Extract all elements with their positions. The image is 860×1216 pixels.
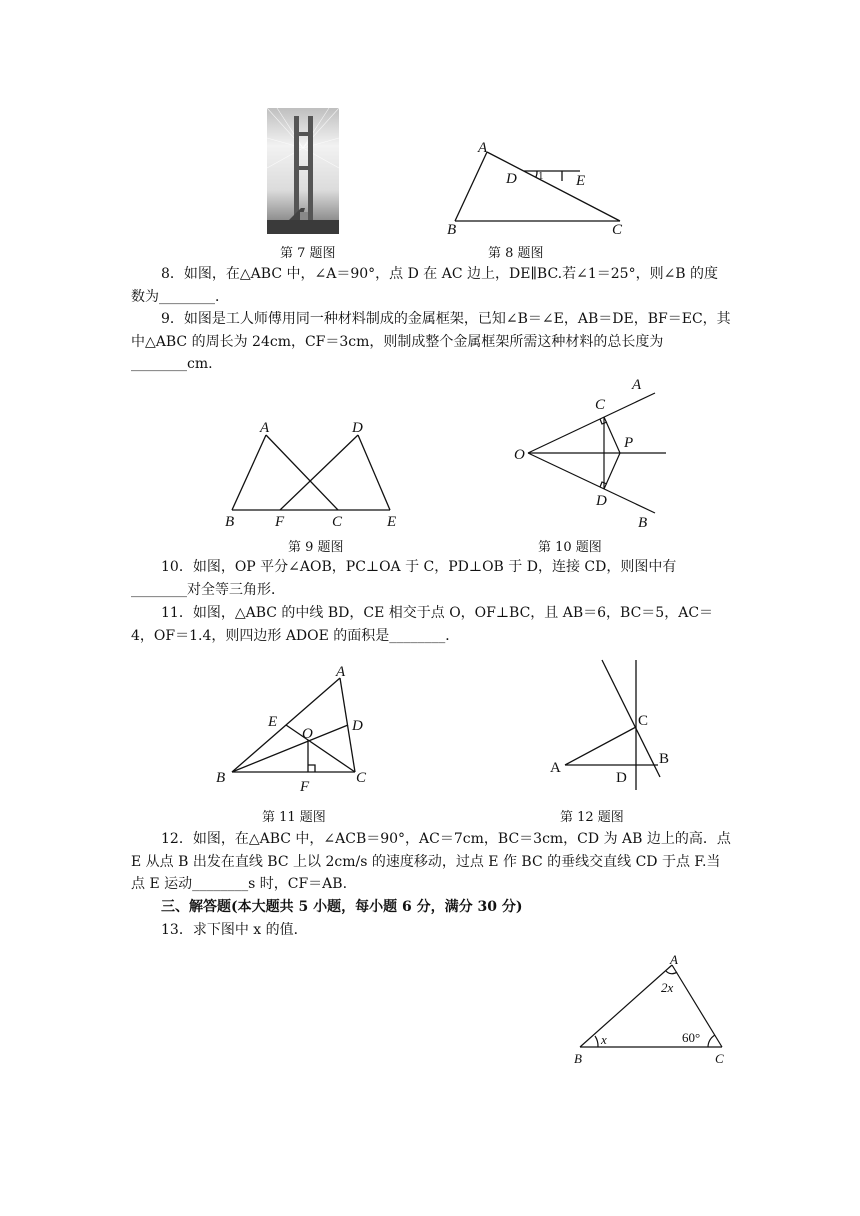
fig10-label-p: P bbox=[624, 435, 634, 451]
fig11-label-d: D bbox=[352, 718, 363, 734]
fig11-label-c: C bbox=[356, 770, 367, 786]
fig11-label-a: A bbox=[336, 664, 346, 680]
fig8-angle-label: 1 bbox=[538, 170, 544, 182]
question-12: 12．如图，在△ABC 中，∠ACB＝90°，AC＝7cm，BC＝3cm，CD 为 AB 边上的高．点 E 从点 B 出发在直线 BC 上以 2cm/s 的速度移动，过点 E 作 BC 的垂线交直线 CD 于点 F.当点 E 运动________s 时，CF＝AB. bbox=[131, 831, 731, 892]
question-11: 11．如图，△ABC 的中线 BD，CE 相交于点 O，OF⊥BC，且 AB＝6，BC＝5，AC＝4，OF＝1.4，则四边形 ADOE 的面积是________． bbox=[131, 605, 714, 644]
fig10-label-o: O bbox=[514, 447, 525, 463]
fig7-caption: 第 7 题图 bbox=[280, 246, 336, 261]
bridge-photo bbox=[267, 108, 339, 234]
fig11-label-f: F bbox=[300, 779, 310, 795]
fig9-label-a: A bbox=[260, 420, 270, 436]
fig8-label-c: C bbox=[612, 222, 623, 238]
fig9-label-b: B bbox=[225, 514, 235, 530]
fig11-caption: 第 11 题图 bbox=[262, 810, 326, 825]
section-3-heading: 三、解答题(本大题共 5 小题，每小题 6 分，满分 30 分) bbox=[161, 899, 523, 915]
fig9-label-d: D bbox=[352, 420, 363, 436]
fig12-label-b: B bbox=[659, 751, 670, 767]
fig12-label-d: D bbox=[616, 770, 627, 786]
fig9-caption: 第 9 题图 bbox=[288, 540, 344, 555]
fig8-caption: 第 8 题图 bbox=[488, 246, 544, 261]
fig13-angle-b: x bbox=[601, 1032, 607, 1047]
fig12-diagram bbox=[540, 655, 690, 795]
fig13-diagram bbox=[570, 950, 730, 1068]
question-8: 8．如图，在△ABC 中，∠A＝90°，点 D 在 AC 边上，DE∥BC.若∠1＝25°，则∠B 的度数为________． bbox=[131, 266, 719, 305]
fig13-label-c: C bbox=[715, 1051, 724, 1066]
fig13-angle-a: 2x bbox=[661, 980, 674, 995]
question-9: 9．如图是工人师傅用同一种材料制成的金属框架，已知∠B＝∠E，AB＝DE，BF＝EC，其中△ABC 的周长为 24cm，CF＝3cm，则制成整个金属框架所需这种材料的总长度为________cm. bbox=[131, 311, 731, 372]
question-13: 13．求下图中 x 的值． bbox=[161, 922, 308, 938]
fig11-label-o: O bbox=[302, 726, 313, 742]
fig11-label-e: E bbox=[268, 714, 278, 730]
fig11-label-b: B bbox=[216, 770, 226, 786]
fig13-label-a: A bbox=[670, 952, 678, 967]
fig9-label-c: C bbox=[332, 514, 343, 530]
fig9-diagram bbox=[220, 415, 410, 530]
fig13-label-b: B bbox=[574, 1051, 582, 1066]
fig12-label-a: A bbox=[550, 760, 561, 776]
fig12-label-c: C bbox=[638, 713, 649, 729]
fig9-label-e: E bbox=[387, 514, 397, 530]
fig8-label-b: B bbox=[447, 222, 457, 238]
fig9-label-f: F bbox=[275, 514, 285, 530]
fig8-diagram bbox=[440, 135, 623, 245]
fig11-diagram bbox=[210, 660, 380, 800]
bridge-photo-drawing bbox=[267, 108, 339, 234]
question-10: 10．如图，OP 平分∠AOB，PC⊥OA 于 C，PD⊥OB 于 D，连接 CD，则图中有________对全等三角形． bbox=[131, 559, 677, 598]
fig10-diagram bbox=[510, 375, 670, 535]
fig13-angle-c: 60° bbox=[682, 1030, 701, 1045]
fig10-label-a: A bbox=[632, 377, 642, 393]
fig10-label-d: D bbox=[596, 493, 607, 509]
fig8-label-e: E bbox=[576, 173, 586, 189]
fig10-label-b: B bbox=[638, 515, 648, 531]
fig12-caption: 第 12 题图 bbox=[560, 810, 624, 825]
fig10-label-c: C bbox=[595, 397, 606, 413]
fig8-label-d: D bbox=[506, 171, 517, 187]
fig8-label-a: A bbox=[478, 140, 488, 156]
fig10-caption: 第 10 题图 bbox=[538, 540, 602, 555]
